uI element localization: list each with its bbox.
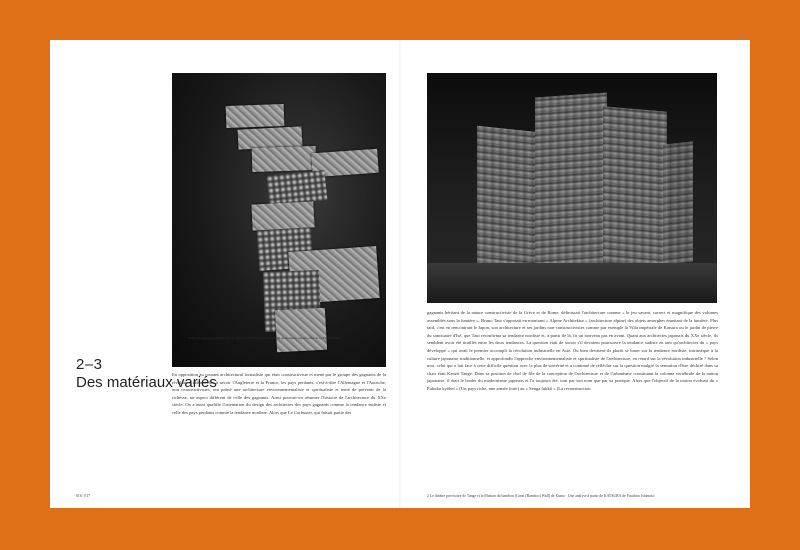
page-folio-right: 2 Le théâtre provisoire de Tange et la Maison du bambou (Great (Bamboo) Wall) de Kuma · Une analyse à partir de KATSURA de Yasuhiro Ishimoto	[427, 494, 655, 498]
right-photo-caption: Kadokawa Culture Museum	[427, 270, 473, 275]
page-gutter	[399, 40, 401, 508]
book-spread	[50, 40, 750, 508]
section-number: 2–3	[76, 356, 103, 373]
right-body-text: gagnants héritant de la nature constructiviste de la Grèce et de Rome, définissait l'architecture comme « le jeu savant, correct et magnifique des volumes assemblés sous la lumière », Bruno Taut s'opposait en montrant « Alpine Architektur » (architecture alpine) des objets amorphes émettant de la lumière. Plus tard, c'est en rencontrant le Japon, son architecture et ses jardins non-constructivistes comme par exemple la Villa impériale de Katsura ou le jardin de pierre du sanctuaire d'Isé, que Taut reconfirma sa tendance nordiste et, à partir de là, fit un nouveau pas en avant. Quant aux architectes japonais du XXe siècle, ils semblent avoir été tiraillés entre les deux tendances. La question était de savoir s'il devaient poursuivre la tendance sudiste en tant qu'architectes du « pays développé » qui avait le premier accompli la révolution industrielle en Asie. Ou bien devaient-ils plutôt se baser sur la tendance nordiste, intrinsèque à la culture japonaise traditionnelle, et approfondir l'approche environnementaliste et spiritualiste de l'architecture, en retard sur la révolution industrielle ? Selon moi, celui qui a fait face à cette difficile question avec le plus de sincérité et a continué de réfléchir sur la question malgré la sensation d'être déchiré dans sa chair était Kenzō Tange. Dans sa position de chef de file de la conception de l'architecture et de l'urbanisme constituant la colonne vertébrale de la nation japonaise, il était le leader du modernisme japonais et l'a toujours été, tout par son nom que par sa pratique. Alors que l'objectif de la nation évoluait du « Fukoku kyōhei » (Un pays riche, une armée forte) au « Senga fukkō » (La reconstruction	[427, 310, 718, 391]
section-title: Des matériaux variés	[76, 374, 217, 391]
museum-photo	[427, 73, 717, 303]
left-body-text: En opposition au courant architectural formaliste qui était constructiviste et mené par le groupe des gagnants de la révolution industrielle, à savoir l'Angleterre et la France, les pays perdants, c'est-à-dire l'Allemagne et l'Autriche, non constructivistes, ont prôné une architecture environnementaliste et spiritualiste et tenté de prévenir de la richesse, un aspect différent de celle des gagnants. Ainsi pouvait-on résumer l'histoire de l'architecture du XXe siècle. On a aussi qualifié l'orientation du design des architectes des pays gagnants comme la tendance sudiste et celle des pays perdants comme la tendance nordiste. Alors que Le Corbusier, qui faisait partie des	[172, 372, 386, 415]
page-folio-left: 016 | 017	[76, 494, 91, 498]
stone-path-photo	[172, 73, 386, 367]
left-photo-caption: Dalles du passage reliant le parvis que l'on suit à longueur le temple du Rempart (Après-effet de la Villa Katsura	[188, 336, 341, 340]
